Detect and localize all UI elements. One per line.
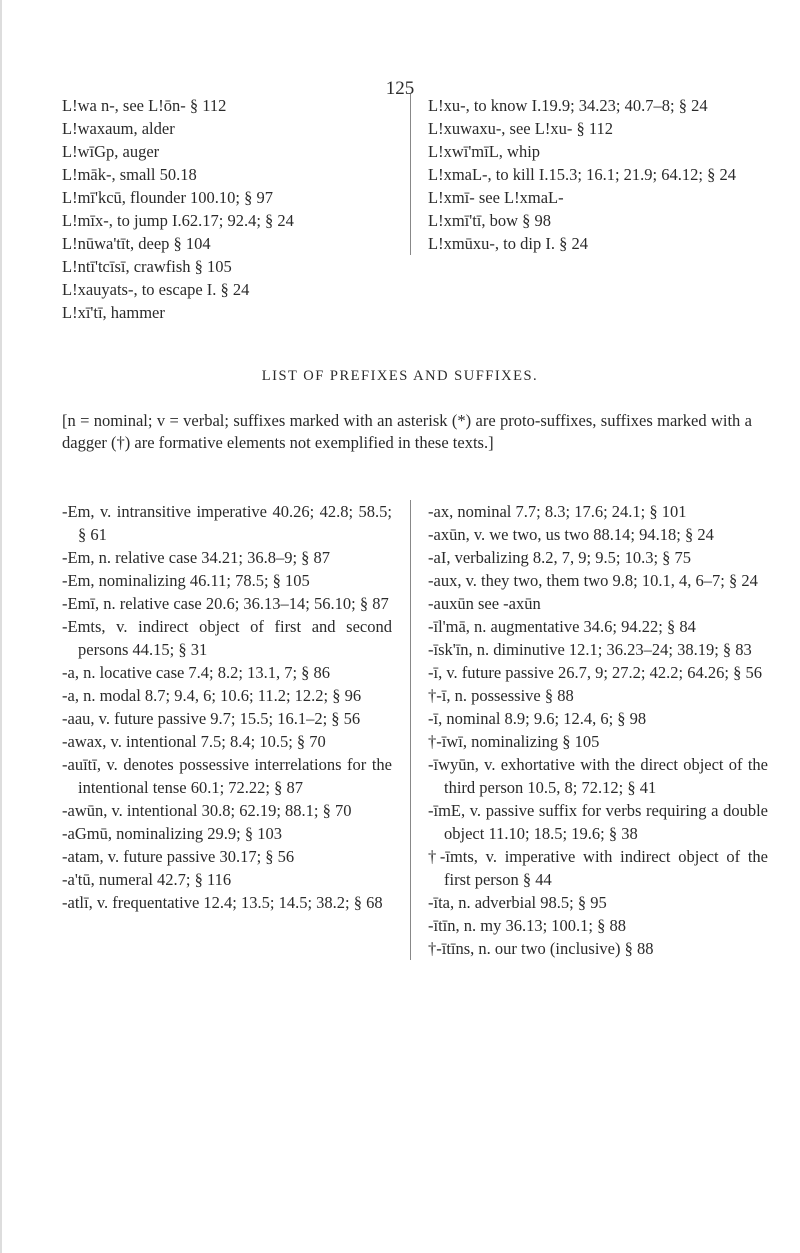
suffix-entry: -aGmū, nominalizing 29.9; § 103 bbox=[62, 824, 282, 843]
suffix-entry: -ītīn, n. my 36.13; 100.1; § 88 bbox=[428, 916, 626, 935]
suffix-entry: -axūn, v. we two, us two 88.14; 94.18; § 24 bbox=[428, 525, 714, 544]
glossary-right-column bbox=[410, 94, 768, 255]
suffix-right-column bbox=[410, 500, 768, 960]
suffix-entry: -a, n. modal 8.7; 9.4, 6; 10.6; 11.2; 12.2; § 96 bbox=[62, 686, 362, 705]
page-number: 125 bbox=[385, 78, 415, 99]
suffix-entry: -īl'mā, n. augmentative 34.6; 94.22; § 84 bbox=[428, 617, 696, 636]
suffix-entry: -aau, v. future passive 9.7; 15.5; 16.1–2; § 56 bbox=[62, 709, 361, 728]
suffix-entry: †-īwī, nominalizing § 105 bbox=[428, 732, 600, 751]
suffix-entry: -Emts, v. indirect object of first and second persons 44.15; § 31 bbox=[62, 617, 392, 659]
section-intro: [n = nominal; v = verbal; suffixes marked with an asterisk (*) are proto-suffixes, suffixes marked with a dagger (†) are formative elements not exemplified in these texts.] bbox=[62, 411, 752, 452]
glossary-entry: L!wa n-, see L!ōn- § 112 bbox=[62, 96, 227, 115]
glossary-left-column bbox=[62, 94, 392, 324]
suffix-left-column bbox=[62, 500, 392, 914]
glossary-entry: L!xmūxu-, to dip I. § 24 bbox=[428, 234, 588, 253]
glossary-entry: L!xwī'mīL, whip bbox=[428, 142, 541, 161]
suffix-entry: -awūn, v. intentional 30.8; 62.19; 88.1; § 70 bbox=[62, 801, 352, 820]
glossary-entry: L!xuwaxu-, see L!xu- § 112 bbox=[428, 119, 613, 138]
section-title: LIST OF PREFIXES AND SUFFIXES. bbox=[261, 368, 539, 384]
suffix-entry: -Emī, n. relative case 20.6; 36.13–14; 56.10; § 87 bbox=[62, 594, 389, 613]
glossary-entry: L!xu-, to know I.19.9; 34.23; 40.7–8; § 24 bbox=[428, 96, 708, 115]
suffix-entry: -Em, n. relative case 34.21; 36.8–9; § 87 bbox=[62, 548, 331, 567]
suffix-entry: †-ī, n. possessive § 88 bbox=[428, 686, 574, 705]
suffix-entry: -auxūn see -axūn bbox=[428, 594, 541, 613]
glossary-entry: L!māk-, small 50.18 bbox=[62, 165, 197, 184]
suffix-entry: -Em, nominalizing 46.11; 78.5; § 105 bbox=[62, 571, 310, 590]
suffix-entry: †-ītīns, n. our two (inclusive) § 88 bbox=[428, 939, 654, 958]
glossary-entry: L!mī'kcū, flounder 100.10; § 97 bbox=[62, 188, 274, 207]
glossary-entry: L!xī'tī, hammer bbox=[62, 303, 165, 322]
suffix-entry: -awax, v. intentional 7.5; 8.4; 10.5; § 70 bbox=[62, 732, 326, 751]
glossary-entry: L!nūwa'tīt, deep § 104 bbox=[62, 234, 211, 253]
glossary-entry: L!mīx-, to jump I.62.17; 92.4; § 24 bbox=[62, 211, 294, 230]
suffix-entry: -īsk'īn, n. diminutive 12.1; 36.23–24; 38.19; § 83 bbox=[428, 640, 752, 659]
glossary-entry: L!xauyats-, to escape I. § 24 bbox=[62, 280, 250, 299]
suffix-entry: -īmE, v. passive suffix for verbs requiring a double object 11.10; 18.5; 19.6; § 38 bbox=[428, 801, 768, 843]
glossary-entry: L!wīGp, auger bbox=[62, 142, 160, 161]
glossary-entry: L!ntī'tcīsī, crawfish § 105 bbox=[62, 257, 232, 276]
suffix-entry: -a'tū, numeral 42.7; § 116 bbox=[62, 870, 232, 889]
page-edge-line bbox=[0, 0, 2, 1253]
glossary-entry: L!xmī'tī, bow § 98 bbox=[428, 211, 552, 230]
suffix-entry: -atlī, v. frequentative 12.4; 13.5; 14.5; 38.2; § 68 bbox=[62, 893, 383, 912]
suffix-entry: -aI, verbalizing 8.2, 7, 9; 9.5; 10.3; § 75 bbox=[428, 548, 692, 567]
glossary-entry: L!xmī- see L!xmaL- bbox=[428, 188, 564, 207]
suffix-entry: -atam, v. future passive 30.17; § 56 bbox=[62, 847, 295, 866]
suffix-entry: -a, n. locative case 7.4; 8.2; 13.1, 7; § 86 bbox=[62, 663, 331, 682]
suffix-entry: -ax, nominal 7.7; 8.3; 17.6; 24.1; § 101 bbox=[428, 502, 687, 521]
suffix-entry: -ī, v. future passive 26.7, 9; 27.2; 42.2; 64.26; § 56 bbox=[428, 663, 762, 682]
glossary-entry: L!waxaum, alder bbox=[62, 119, 175, 138]
suffix-entry: -auītī, v. denotes possessive interrelations for the intentional tense 60.1; 72.22; § 87 bbox=[62, 755, 392, 797]
suffix-entry: †-īmts, v. imperative with indirect object of the first person § 44 bbox=[428, 847, 768, 889]
suffix-entry: -īta, n. adverbial 98.5; § 95 bbox=[428, 893, 607, 912]
suffix-entry: -ī, nominal 8.9; 9.6; 12.4, 6; § 98 bbox=[428, 709, 647, 728]
glossary-entry: L!xmaL-, to kill I.15.3; 16.1; 21.9; 64.12; § 24 bbox=[428, 165, 736, 184]
suffix-entry: -Em, v. intransitive imperative 40.26; 42.8; 58.5; § 61 bbox=[62, 502, 392, 544]
suffix-entry: -īwyūn, v. exhortative with the direct object of the third person 10.5, 8; 72.12; § 41 bbox=[428, 755, 768, 797]
suffix-entry: -aux, v. they two, them two 9.8; 10.1, 4, 6–7; § 24 bbox=[428, 571, 758, 590]
